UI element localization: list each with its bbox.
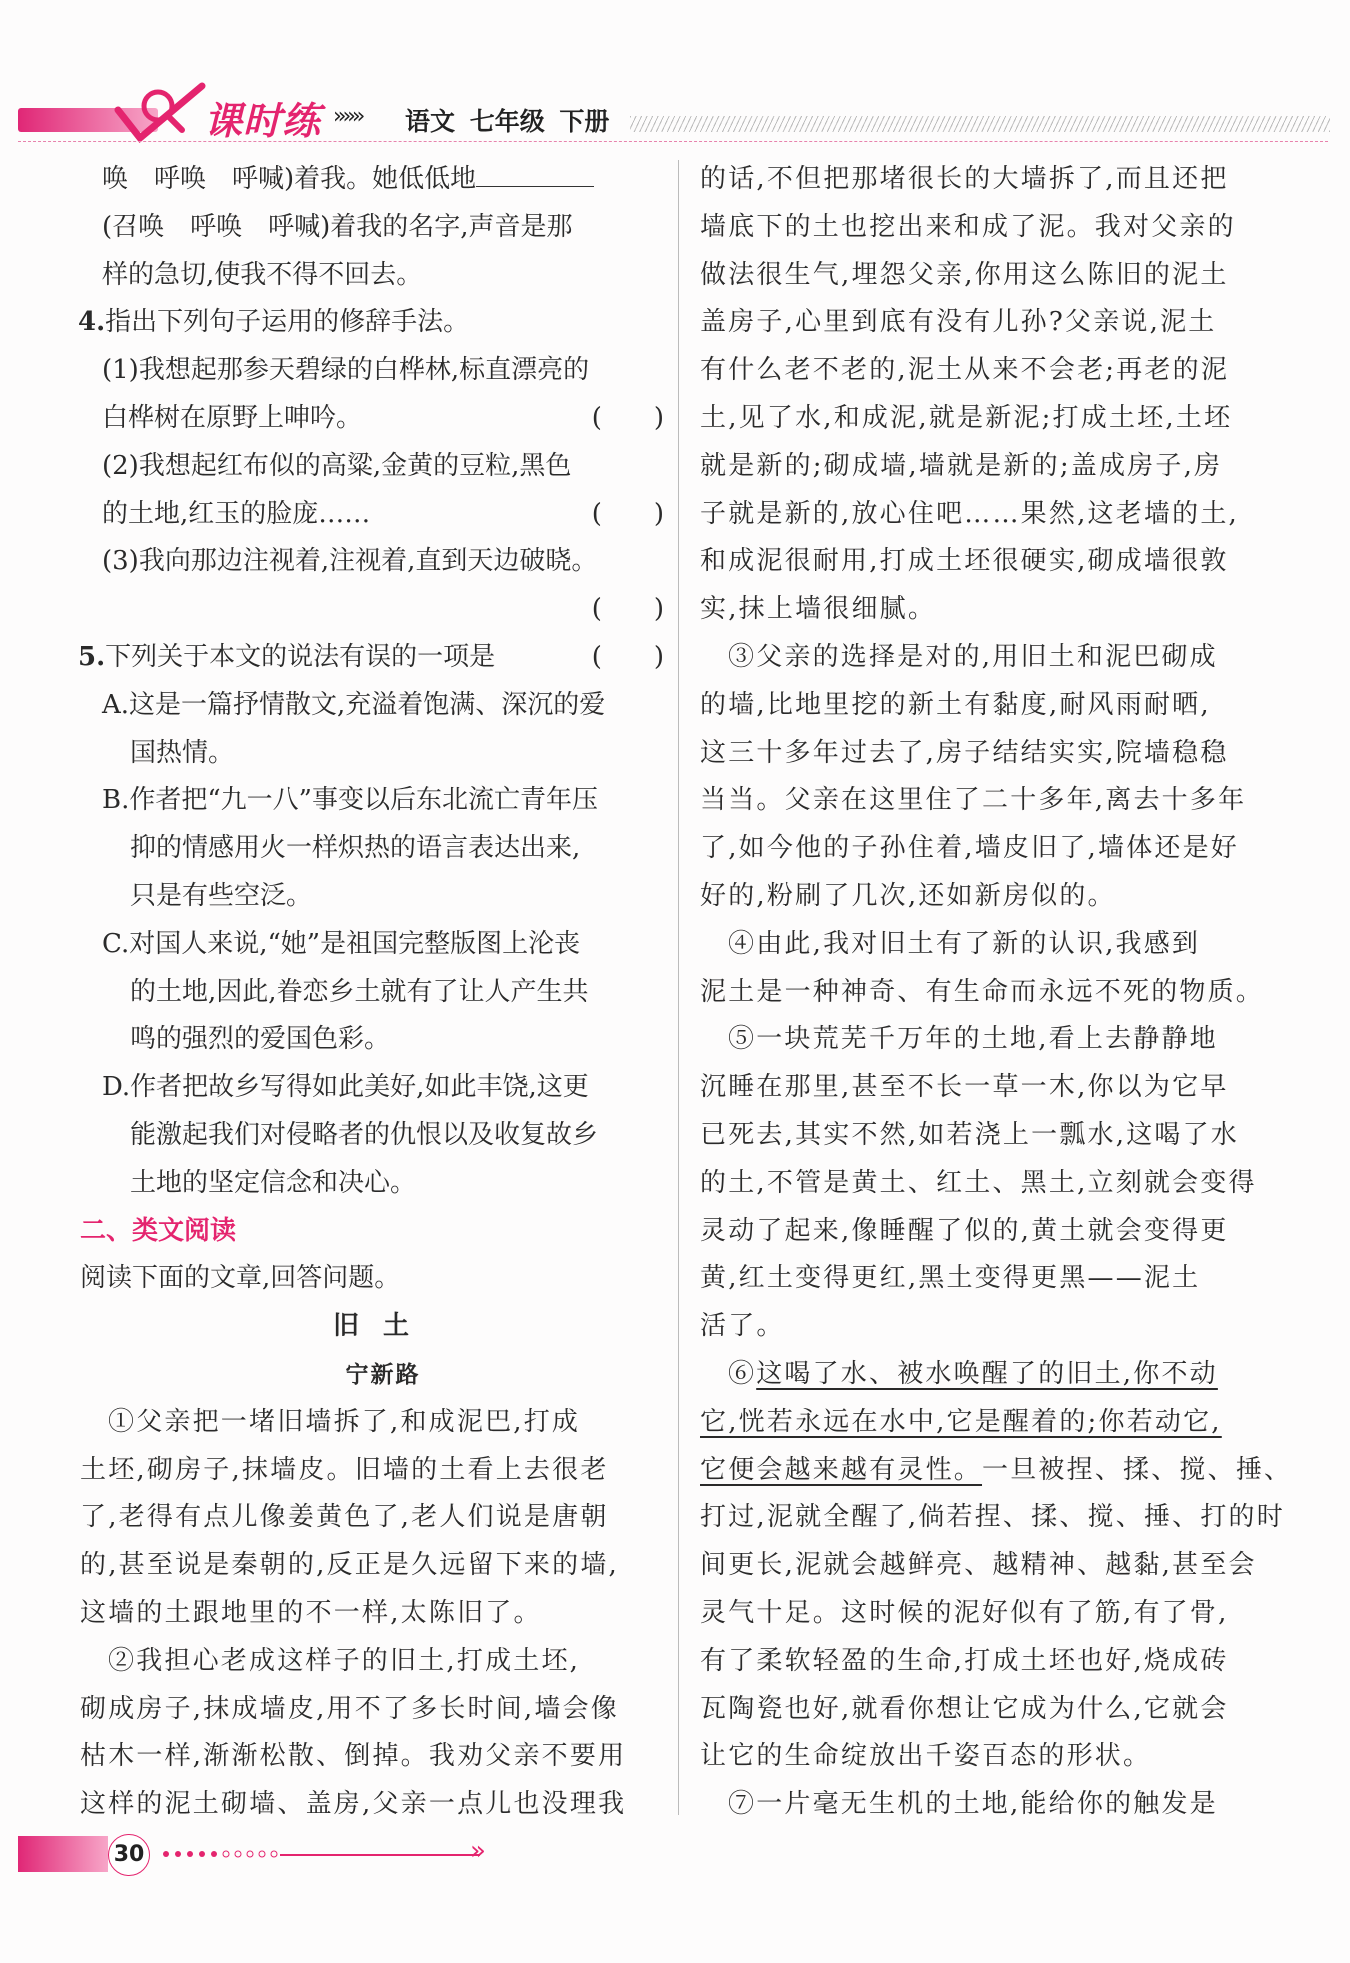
left-column: [78, 156, 664, 1829]
paragraph-line: 这三十多年过去了,房子结结实实,院墙稳稳: [700, 737, 1229, 768]
paragraph-line: 它便会越来越有灵性。一旦被捏、揉、搅、捶、: [700, 1454, 1293, 1485]
answer-parens[interactable]: ( ): [591, 498, 664, 529]
paragraph-line: 这样的泥土砌墙、盖房,父亲一点儿也没理我: [80, 1789, 627, 1820]
paragraph-line: 做法很生气,埋怨父亲,你用这么陈旧的泥土: [700, 259, 1229, 290]
paragraph-line: ⑦一片毫无生机的土地,能给你的触发是: [728, 1789, 1218, 1820]
paragraph-line: ③父亲的选择是对的,用旧土和泥巴砌成: [728, 641, 1218, 672]
paragraph-line: 活了。: [700, 1311, 785, 1342]
article-left-part: [80, 1399, 664, 1829]
paragraph-line: ⑥这喝了水、被水唤醒了的旧土,你不动: [728, 1358, 1218, 1389]
option-d: D.作者把故乡写得如此美好,如此丰饶,这更: [102, 1072, 589, 1103]
option-d-cont: 土地的坚定信念和决心。: [130, 1167, 417, 1198]
q4-item-2-cont: 的土地,红玉的脸庞…… ( ): [102, 491, 664, 539]
paragraph-line: ⑤一块荒芜千万年的土地,看上去静静地: [728, 1024, 1218, 1055]
page-footer: [0, 1830, 1350, 1890]
paragraph-line: 实,抹上墙很细腻。: [700, 594, 937, 625]
paragraph-line: 好的,粉刷了几次,还如新房似的。: [700, 880, 1116, 911]
paragraph-line: 的话,不但把那堵很长的大墙拆了,而且还把: [700, 164, 1229, 194]
option-d-cont: 能激起我们对侵略者的仇恨以及收复故乡: [130, 1119, 599, 1150]
right-column: [700, 156, 1293, 1829]
header-dashed-line: [18, 141, 1328, 142]
paragraph-line: 这墙的土跟地里的不一样,太陈旧了。: [80, 1597, 542, 1628]
arrow-right-icon: »: [470, 1836, 486, 1866]
paragraph-line: 瓦陶瓷也好,就看你想让它成为什么,它就会: [700, 1693, 1229, 1724]
paragraph-line: 的墙,比地里挖的新土有黏度,耐风雨耐晒,: [700, 689, 1211, 720]
option-c-cont: 的土地,因此,眷恋乡土就有了让人产生共: [130, 976, 589, 1007]
text-line: 唤 呼唤 呼喊)着我。她低低地: [102, 156, 664, 204]
paragraph-line: 泥土是一种神奇、有生命而永远不死的物质。: [700, 976, 1265, 1007]
header-hatch-decoration: [630, 116, 1330, 132]
underlined-sentence: 这喝了水、被水唤醒了的旧土,你不动: [756, 1358, 1218, 1389]
paragraph-line: 了,老得有点儿像姜黄色了,老人们说是唐朝: [80, 1502, 609, 1533]
text-line: 样的急切,使我不得不回去。: [102, 259, 423, 290]
paragraph-line: 就是新的;砌成墙,墙就是新的;盖成房子,房: [700, 450, 1223, 481]
text-line: (召唤 呼唤 呼喊)着我的名字,声音是那: [102, 211, 573, 242]
option-b: B.作者把“九一八”事变以后东北流亡青年压: [102, 785, 598, 816]
underlined-sentence: 它便会越来越有灵性。: [700, 1454, 983, 1485]
paragraph-line: 有了柔软轻盈的生命,打成土坯也好,烧成砖: [700, 1645, 1229, 1676]
brand-title: 课时练: [204, 99, 322, 143]
article-author: 宁新路: [345, 1360, 421, 1388]
option-b-cont: 抑的情感用火一样炽热的语言表达出来,: [130, 833, 581, 864]
answer-blank[interactable]: [476, 158, 594, 187]
q4-item-1-cont: 白桦树在原野上呻吟。 ( ): [102, 395, 664, 443]
q4-item-2: (2)我想起红布似的高粱,金黄的豆粒,黑色: [102, 450, 572, 481]
paragraph-line: 让它的生命绽放出千姿百态的形状。: [700, 1741, 1152, 1772]
answer-parens[interactable]: ( ): [591, 641, 664, 672]
answer-parens[interactable]: ( ): [591, 402, 664, 433]
paragraph-line: 砌成房子,抹成墙皮,用不了多长时间,墙会像: [80, 1693, 619, 1724]
q4-item-3-parens: [102, 586, 664, 634]
paragraph-line: 子就是新的,放心住吧……果然,这老墙的土,: [700, 498, 1239, 529]
option-c-cont: 鸣的强烈的爱国色彩。: [130, 1024, 391, 1055]
q4-item-3: (3)我向那边注视着,注视着,直到天边破晓。: [102, 546, 598, 577]
paragraph-line: ④由此,我对旧土有了新的认识,我感到: [728, 928, 1201, 959]
paragraph-line: 和成泥很耐用,打成土坯很硬实,砌成墙很敦: [700, 546, 1229, 577]
reading-instruction: 阅读下面的文章,回答问题。: [80, 1263, 401, 1294]
magnifier-check-logo-icon: [110, 80, 210, 146]
paragraph-line: 枯木一样,渐渐松散、倒掉。我劝父亲不要用: [80, 1741, 627, 1772]
paragraph-line: 已死去,其实不然,如若浇上一瓢水,这喝了水: [700, 1119, 1239, 1150]
answer-parens[interactable]: ( ): [591, 594, 664, 625]
question-4: 4.指出下列句子运用的修辞手法。: [78, 307, 470, 338]
option-a: A.这是一篇抒情散文,充溢着饱满、深沉的爱: [102, 689, 606, 720]
option-a-cont: 国热情。: [130, 737, 235, 768]
underlined-sentence: 它,恍若永远在水中,它是醒着的;你若动它,: [700, 1406, 1222, 1437]
paragraph-line: [700, 1399, 1258, 1447]
paragraph-line: 黄,红土变得更红,黑土变得更黑——泥土: [700, 1263, 1201, 1294]
dots-decoration-icon: [160, 1846, 280, 1862]
article-title: 旧土: [332, 1311, 433, 1342]
paragraph-line: 间更长,泥就会越鲜亮、越精神、越黏,甚至会: [700, 1550, 1257, 1581]
paragraph-line: 墙底下的土也挖出来和成了泥。我对父亲的: [700, 211, 1236, 242]
paragraph-line: ①父亲把一堵旧墙拆了,和成泥巴,打成: [108, 1406, 581, 1437]
paragraph-line: 当当。父亲在这里住了二十多年,离去十多年: [700, 785, 1247, 816]
section-heading: 二、类文阅读: [80, 1215, 237, 1246]
book-info: 语文 七年级 下册: [405, 107, 610, 136]
footer-line: [280, 1854, 480, 1856]
paragraph-line: 盖房子,心里到底有没有儿孙?父亲说,泥土: [700, 307, 1217, 338]
paragraph-line: 灵气十足。这时候的泥好似有了筋,有了骨,: [700, 1597, 1229, 1628]
q4-item-1: (1)我想起那参天碧绿的白桦林,标直漂亮的: [102, 355, 590, 386]
paragraph-line: 的,甚至说是秦朝的,反正是久远留下来的墙,: [80, 1550, 619, 1581]
paragraph-line: ②我担心老成这样子的旧土,打成土坯,: [108, 1645, 581, 1676]
paragraph-line: 土,见了水,和成泥,就是新泥;打成土坯,土坯: [700, 402, 1233, 433]
paragraph-line: 了,如今他的子孙住着,墙皮旧了,墙体还是好: [700, 833, 1239, 864]
paragraph-line: 土坯,砌房子,抹墙皮。旧墙的土看上去很老: [80, 1454, 609, 1485]
page-number: 30: [108, 1834, 150, 1876]
paragraph-line: 打过,泥就全醒了,倘若捏、揉、搅、捶、打的时: [700, 1502, 1285, 1533]
paragraph-line: 灵动了起来,像睡醒了似的,黄土就会变得更: [700, 1215, 1229, 1246]
option-c: C.对国人来说,“她”是祖国完整版图上沦丧: [102, 928, 581, 959]
paragraph-line: 的土,不管是黄土、红土、黑土,立刻就会变得: [700, 1167, 1257, 1198]
header-arrows: »»»: [333, 104, 362, 129]
column-divider: [678, 160, 679, 1815]
footer-color-bar: [18, 1836, 108, 1872]
paragraph-line: 沉睡在那里,甚至不长一草一木,你以为它早: [700, 1072, 1229, 1103]
page-header: [0, 80, 1350, 146]
question-5: 5.下列关于本文的说法有误的一项是 ( ): [80, 634, 664, 682]
option-b-cont: 只是有些空泛。: [130, 880, 313, 911]
paragraph-line: 有什么老不老的,泥土从来不会老;再老的泥: [700, 355, 1230, 386]
